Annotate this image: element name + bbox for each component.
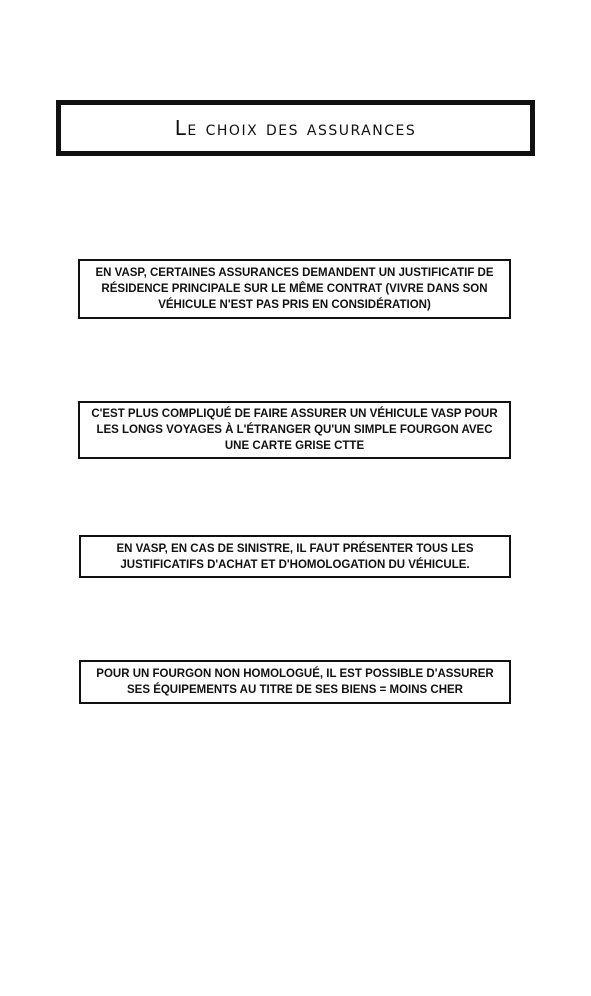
title-box — [56, 100, 535, 156]
info-text-long-travel: C'EST PLUS COMPLIQUÉ DE FAIRE ASSURER UN VÉHICULE VASP POUR LES LONGS VOYAGES À L'ÉTRANGER QU'UN SIMPLE FOURGON AVEC UNE CARTE GRISE CTTE — [91, 408, 498, 452]
page-title: Le choix des assurances — [174, 116, 417, 140]
info-text-equipment: POUR UN FOURGON NON HOMOLOGUÉ, IL EST POSSIBLE D'ASSURER SES ÉQUIPEMENTS AU TITRE DE SES BIENS = MOINS CHER — [96, 668, 494, 696]
info-box-claim — [79, 535, 511, 578]
info-text-claim: EN VASP, EN CAS DE SINISTRE, IL FAUT PRÉSENTER TOUS LES JUSTIFICATIFS D'ACHAT ET D'HOMOLOGATION DU VÉHICULE. — [116, 542, 474, 571]
info-text-residence: EN VASP, CERTAINES ASSURANCES DEMANDENT UN JUSTIFICATIF DE RÉSIDENCE PRINCIPALE SUR LE MÊME CONTRAT (VIVRE DANS SON VÉHICULE N'EST PAS PRIS EN CONSIDÉRATION) — [95, 267, 494, 311]
info-box-long-travel — [78, 401, 511, 459]
info-box-equipment — [79, 660, 511, 704]
info-box-residence — [78, 259, 511, 319]
